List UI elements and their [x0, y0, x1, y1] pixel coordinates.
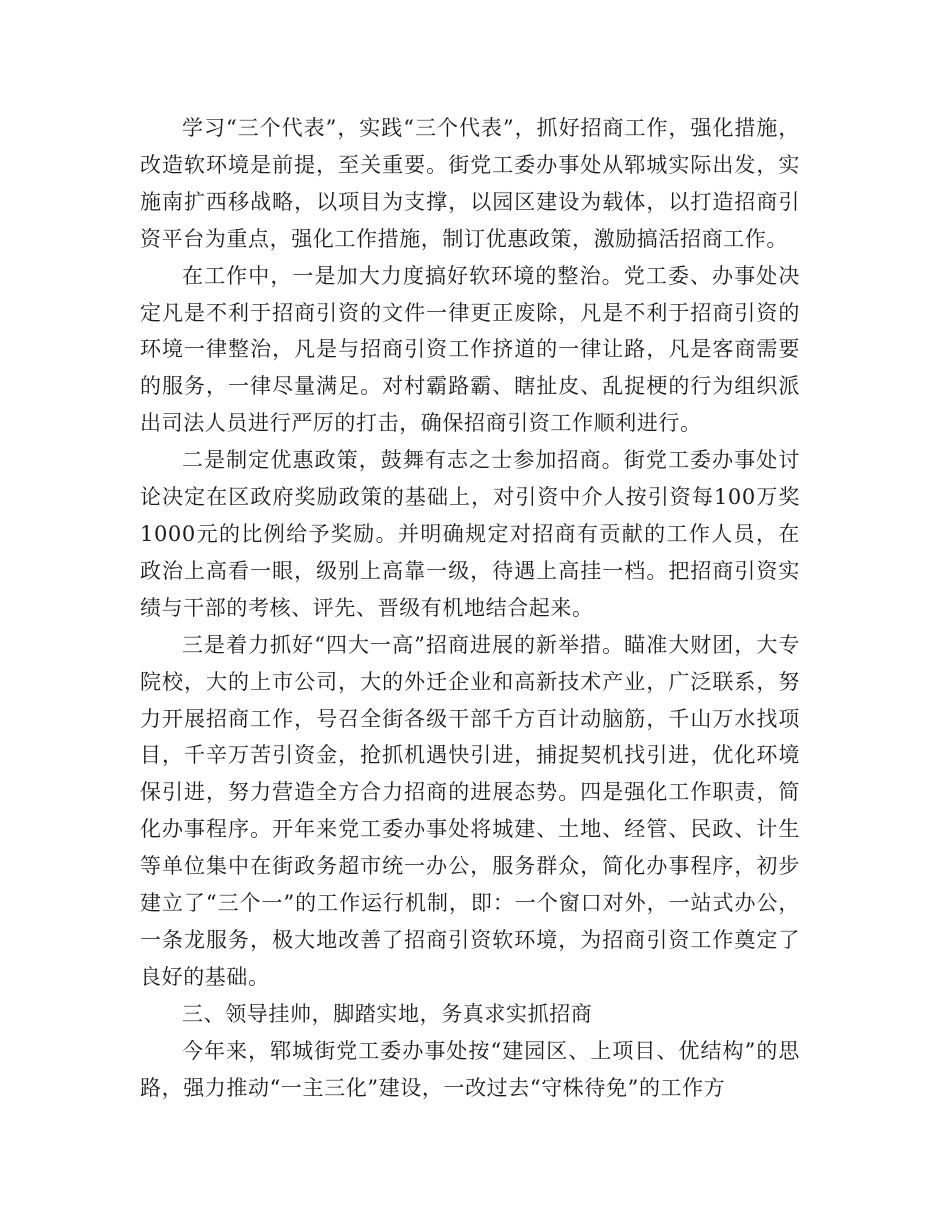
paragraph-intro: 学习“三个代表”，实践“三个代表”，抓好招商工作，强化措施，改造软环境是前提，至关重要。街党工委办事处从郓城实际出发，实施南扩西移战略，以项目为支撑，以园区建设为载体，以打造招商引资平台为重点，强化工作措施，制订优惠政策，激励搞活招商工作。 [140, 116, 800, 251]
section-heading: 三、领导挂帅，脚踏实地，务真求实抓招商 [182, 1001, 593, 1026]
paragraph-new-measures: 三是着力抓好“四大一高”招商进展的新举措。瞄准大财团，大专院校，大的上市公司，大的外迁企业和高新技术产业，广泛联系，努力开展招商工作，号召全街各级干部千方百计动脑筋，千山万水找项目，千辛万苦引资金，抢抓机遇快引进，捕捉契机找引进，优化环境保引进，努力营造全方合力招商的进展态势。四是强化工作职责，简化办事程序。开年来党工委办事处将城建、土地、经管、民政、计生等单位集中在街政务超市统一办公，服务群众，简化办事程序，初步建立了“三个一”的工作运行机制，即：一个窗口对外，一站式办公，一条龙服务，极大地改善了招商引资软环境，为招商引资工作奠定了良好的基础。 [140, 632, 800, 989]
paragraph-soft-environment: 在工作中，一是加大力度搞好软环境的整治。党工委、办事处决定凡是不利于招商引资的文件一律更正废除，凡是不利于招商引资的环境一律整治，凡是与招商引资工作挤道的一律让路，凡是客商需要的服务，一律尽量满足。对村霸路霸、瞎扯皮、乱捉梗的行为组织派出司法人员进行严厉的打击，确保招商引资工作顺利进行。 [140, 263, 800, 436]
paragraph-this-year: 今年来，郓城街党工委办事处按“建园区、上项目、优结构”的思路，强力推动“一主三化”建设，一改过去“守株待免”的工作方 [140, 1038, 800, 1100]
document-body [140, 110, 800, 1106]
paragraph-incentive-policy: 二是制定优惠政策，鼓舞有志之士参加招商。街党工委办事处讨论决定在区政府奖励政策的基础上，对引资中介人按引资每100万奖1000元的比例给予奖励。并明确规定对招商有贡献的工作人员，在政治上高看一眼，级别上高靠一级，待遇上高挂一档。把招商引资实绩与干部的考核、评先、晋级有机地结合起来。 [140, 448, 800, 620]
